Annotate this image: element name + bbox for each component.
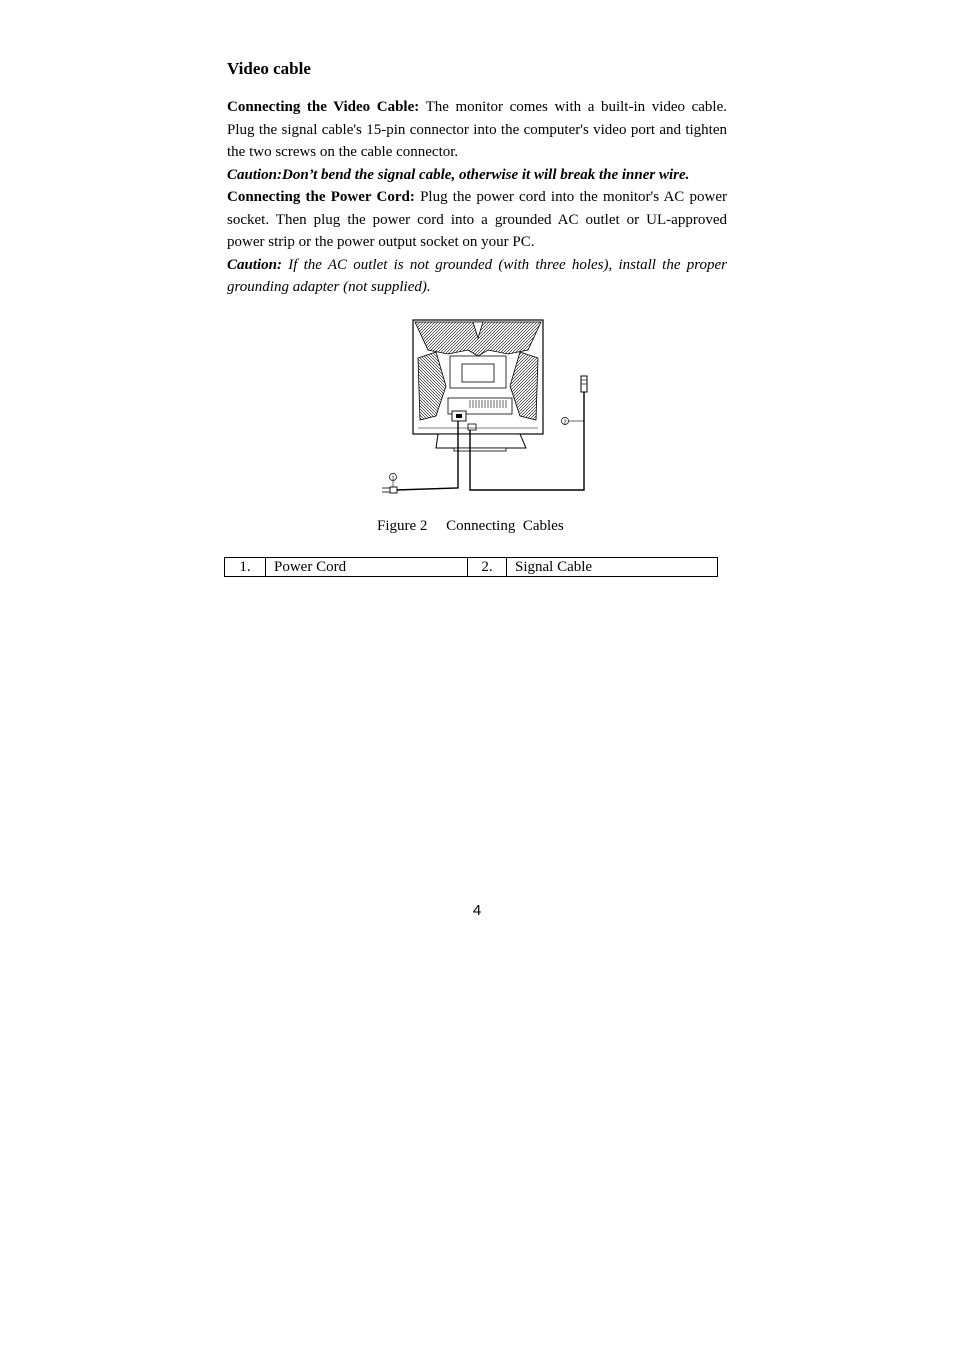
power-cord-heading: Connecting the Power Cord: [227, 189, 415, 205]
video-cable-text: The monitor comes with a built-in video cable. Plug the signal cable's 15-pin connector into the computer's video port and tighten the two screws on the cable connector. [227, 99, 728, 160]
caution-ground-paragraph [227, 254, 727, 299]
monitor-stand [436, 434, 526, 448]
caution-ground-label: Caution: [227, 256, 283, 273]
page-number: 4 [472, 902, 482, 919]
caution-ground-text: If the AC outlet is not grounded (with three holes), install the proper grounding adapter (not supplied). [227, 256, 727, 295]
legend-label: Signal Cable [507, 558, 718, 577]
monitor-rear-illustration [378, 316, 590, 498]
power-cord-text: Plug the power cord into the monitor's AC power socket. Then plug the power cord into a grounded AC outlet or UL-approved power strip or the power output socket on your PC. [227, 189, 727, 250]
figure-number: Figure 2 [377, 518, 428, 534]
video-cable-heading: Connecting the Video Cable: [227, 99, 420, 115]
legend-number: 1. [225, 558, 266, 577]
power-cord-paragraph [227, 186, 727, 254]
power-plug [390, 487, 397, 493]
body-text [227, 96, 727, 299]
legend-number: 2. [468, 558, 507, 577]
table-row [225, 558, 718, 577]
legend-table [224, 557, 718, 577]
figure-title: Connecting Cables [446, 518, 564, 534]
connecting-cables-figure [378, 316, 590, 498]
callout-1-label: 1 [391, 475, 395, 482]
label-plate [462, 364, 494, 382]
callout-2-label: 2 [563, 419, 567, 426]
video-cable-paragraph [227, 96, 727, 164]
legend-label: Power Cord [266, 558, 468, 577]
figure-caption [377, 518, 564, 535]
page-title: Video cable [227, 59, 311, 78]
caution-bend-paragraph: Caution:Don’t bend the signal cable, otherwise it will break the inner wire. [227, 166, 690, 183]
signal-cable-port [468, 424, 476, 430]
